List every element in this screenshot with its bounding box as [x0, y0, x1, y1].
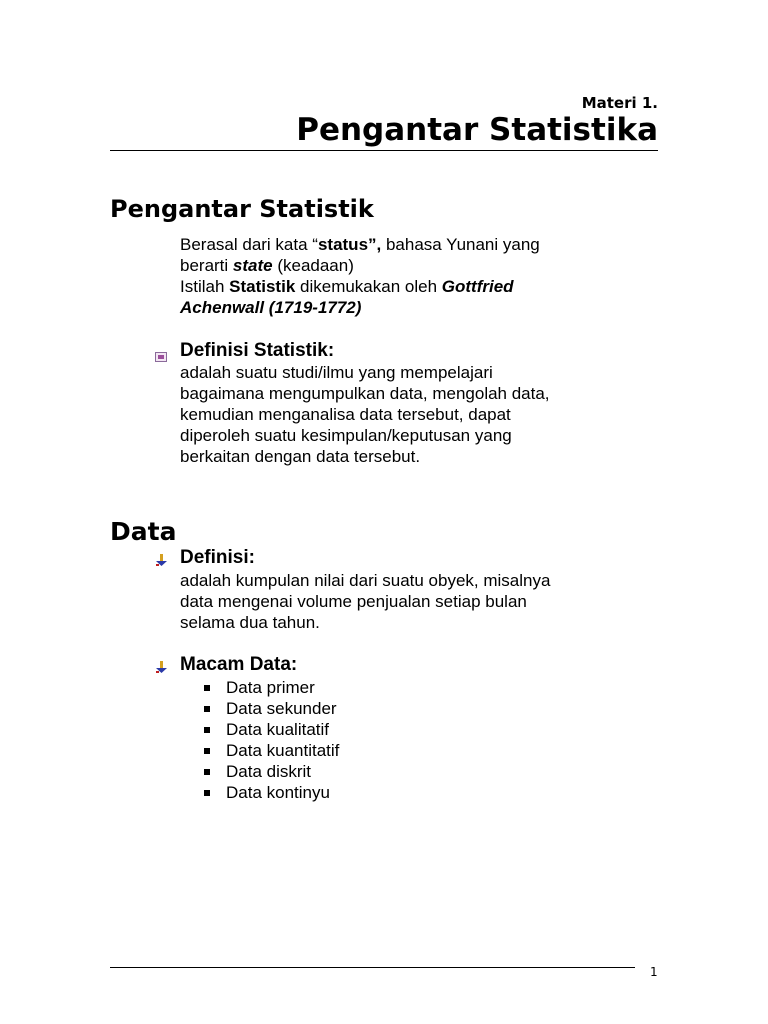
arrow-bullet-icon	[155, 551, 169, 565]
macam-data-list	[200, 677, 339, 803]
section-heading-pengantar: Pengantar Statistik	[110, 195, 374, 223]
definisi-statistik-text: adalah suatu studi/ilmu yang mempelajari bagaimana mengumpulkan data, mengolah data, kemudian menganalisa data tersebut, dapat diperoleh suatu kesimpulan/keputusan yang berkaitan dengan data tersebut.	[180, 363, 550, 466]
list-item: Data primer	[200, 677, 339, 698]
intro-line-3: Istilah Statistik dikemukakan oleh Gottfried	[180, 277, 514, 296]
square-bullet-icon	[204, 706, 210, 712]
intro-line-4: Achenwall (1719-1772)	[180, 298, 362, 317]
intro-paragraph	[180, 234, 540, 318]
list-item: Data kontinyu	[200, 782, 339, 803]
definisi-data-text: adalah kumpulan nilai dari suatu obyek, misalnya data mengenai volume penjualan setiap bulan selama dua tahun.	[180, 571, 551, 632]
list-item: Data kualitatif	[200, 719, 339, 740]
header-kicker: Materi 1.	[581, 94, 658, 112]
page-number: 1	[650, 965, 658, 979]
list-item: Data kuantitatif	[200, 740, 339, 761]
arrow-bullet-icon	[155, 658, 169, 672]
square-bullet-icon	[204, 769, 210, 775]
list-item: Data diskrit	[200, 761, 339, 782]
definisi-label: Definisi:	[180, 547, 255, 568]
footer-divider	[110, 967, 635, 968]
square-bullet-icon	[204, 685, 210, 691]
list-item: Data sekunder	[200, 698, 339, 719]
macam-data-bullet	[155, 654, 455, 676]
intro-line-1: Berasal dari kata “status”, bahasa Yunani yang	[180, 235, 540, 254]
boxed-square-bullet-icon	[155, 346, 167, 356]
macam-data-label: Macam Data:	[180, 654, 298, 675]
definisi-bullet	[155, 547, 455, 569]
header-divider	[110, 150, 658, 151]
definisi-statistik-bullet	[155, 340, 455, 362]
square-bullet-icon	[204, 790, 210, 796]
page-title: Pengantar Statistika	[296, 112, 658, 148]
definisi-statistik-label: Definisi Statistik:	[180, 340, 335, 361]
square-bullet-icon	[204, 748, 210, 754]
intro-line-2: berarti state (keadaan)	[180, 256, 354, 275]
section-heading-data: Data	[110, 517, 177, 546]
square-bullet-icon	[204, 727, 210, 733]
